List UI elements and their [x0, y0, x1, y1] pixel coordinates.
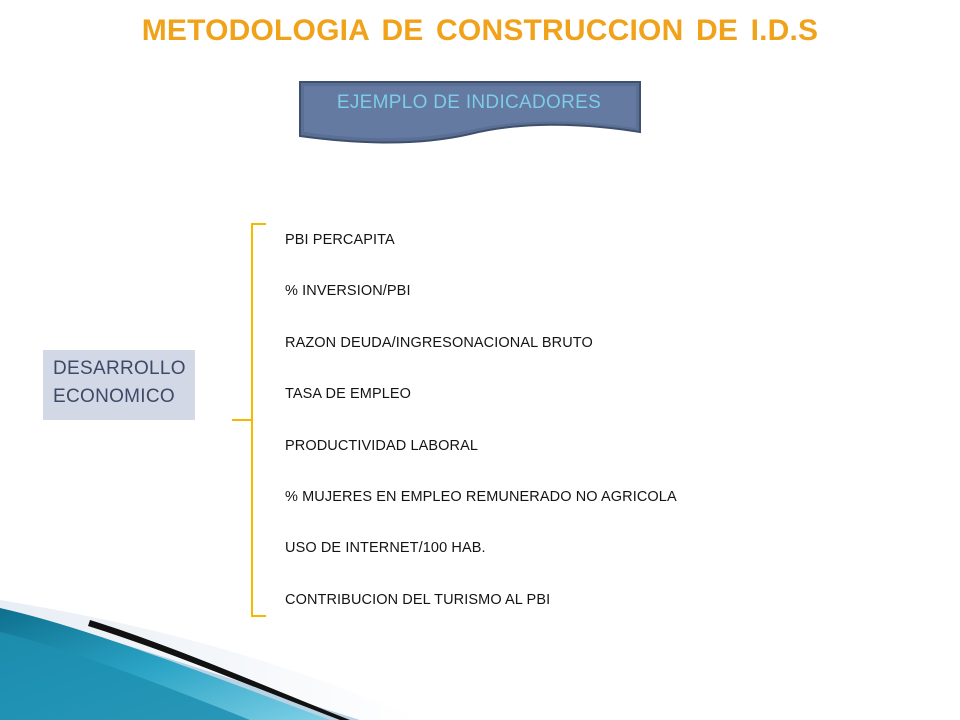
- slide-title: METODOLOGIA DE CONSTRUCCION DE I.D.S: [141, 14, 819, 47]
- category-box: [43, 350, 195, 420]
- corner-decoration: [0, 590, 420, 720]
- indicator-item: % MUJERES EN EMPLEO REMUNERADO NO AGRICOLA: [285, 488, 677, 505]
- example-banner: [298, 78, 642, 148]
- indicator-item: RAZON DEUDA/INGRESONACIONAL BRUTO: [285, 334, 593, 351]
- grouping-bracket: [230, 222, 270, 618]
- indicator-item: % INVERSION/PBI: [285, 283, 411, 300]
- indicator-item: PRODUCTIVIDAD LABORAL: [285, 437, 479, 454]
- indicator-item: USO DE INTERNET/100 HAB.: [285, 540, 486, 557]
- category-line-1: DESARROLLO: [53, 358, 186, 379]
- indicator-item: PBI PERCAPITA: [285, 232, 395, 248]
- indicator-list: [285, 232, 677, 643]
- category-line-2: ECONOMICO: [53, 386, 175, 407]
- banner-label: EJEMPLO DE INDICADORES: [336, 92, 602, 113]
- indicator-item: CONTRIBUCION DEL TURISMO AL PBI: [285, 591, 551, 608]
- indicator-item: TASA DE EMPLEO: [285, 386, 412, 403]
